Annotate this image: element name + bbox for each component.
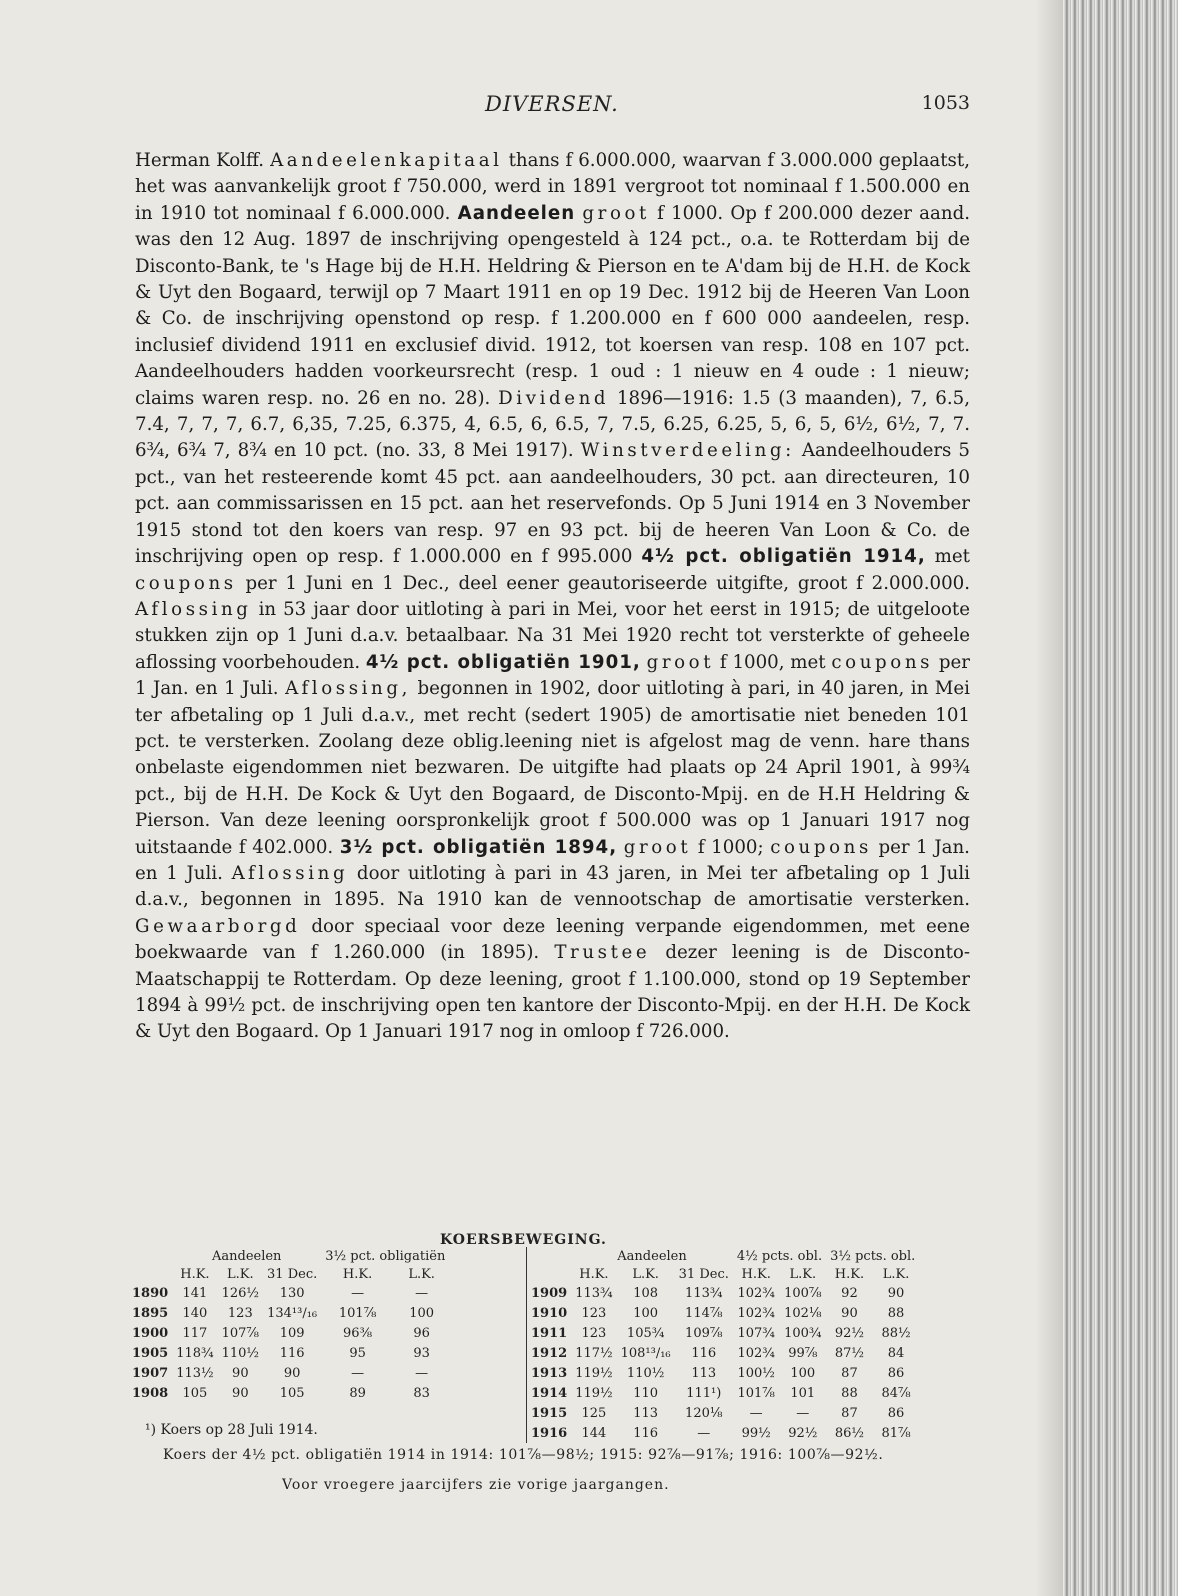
table-cell: 95 — [349, 1345, 366, 1361]
closing-note: Voor vroegere jaarcijfers zie vorige jaargangen. — [282, 1477, 670, 1493]
table-cell: 96⅜ — [343, 1325, 373, 1341]
table-cell: 84⅞ — [881, 1385, 911, 1401]
column-header: L.K. — [632, 1266, 659, 1282]
table-cell: 110 — [633, 1385, 659, 1401]
table-cell: 90 — [232, 1385, 249, 1401]
column-header — [527, 1265, 572, 1283]
column-header: H.K. — [180, 1266, 210, 1282]
table-cell: 102¾ — [737, 1345, 775, 1361]
year-cell: 1907 — [132, 1365, 169, 1381]
text-run: f 1000; — [691, 836, 771, 858]
table-cell: 88 — [841, 1385, 858, 1401]
table-cell: 113¾ — [685, 1285, 723, 1301]
spaced-term-dividend: Dividend — [498, 387, 610, 409]
text-run: met — [925, 546, 970, 568]
spaced-term-groot: groot — [582, 202, 650, 224]
text-run: f 1000, met — [714, 651, 832, 673]
table-cell: 100½ — [737, 1365, 775, 1381]
table-row — [527, 1303, 920, 1323]
table-cell: 92½ — [788, 1425, 818, 1441]
page-number: 1053 — [921, 92, 970, 114]
table-cell: 116 — [279, 1345, 305, 1361]
column-header: H.K. — [342, 1266, 373, 1282]
table-row — [527, 1383, 920, 1403]
table-cell: 90 — [232, 1365, 249, 1381]
table-cell: 102¾ — [737, 1285, 775, 1301]
table-cell: 101 — [790, 1385, 816, 1401]
table-cell: 99½ — [741, 1425, 771, 1441]
text-run: per 1 Jan. en 1 Juli. — [135, 836, 970, 884]
year-cell: 1913 — [531, 1365, 568, 1381]
table-cell: 99⅞ — [788, 1345, 818, 1361]
table-row — [527, 1283, 920, 1303]
table-cell: 144 — [581, 1425, 607, 1441]
koers-table-right — [526, 1247, 919, 1443]
table-cell: 100 — [409, 1305, 435, 1321]
column-header: L.K. — [882, 1266, 910, 1282]
table-cell: 113½ — [176, 1365, 214, 1381]
table-cell: 134¹³/₁₆ — [267, 1305, 318, 1321]
table-cell: — — [415, 1365, 429, 1381]
table-row — [527, 1323, 920, 1343]
table-cell: 119½ — [575, 1365, 613, 1381]
table-row — [128, 1303, 449, 1323]
table-cell: 105 — [182, 1385, 208, 1401]
spaced-term-winstverdeeling: Winstverdeeling: — [580, 440, 795, 462]
table-cell: 105¾ — [626, 1325, 665, 1341]
table-cell: 88½ — [881, 1325, 911, 1341]
table-cell: 102⅛ — [784, 1305, 822, 1321]
year-cell: 1914 — [531, 1385, 568, 1401]
table-cell: 119½ — [575, 1385, 613, 1401]
table-cell: 100¾ — [784, 1325, 822, 1341]
table-cell: 117½ — [575, 1345, 613, 1361]
table-cell: 83 — [413, 1385, 430, 1401]
heading-obligatien-1901: 4½ pct. obligatiën 1901, — [365, 651, 641, 673]
table-cell: — — [749, 1405, 763, 1421]
table-cell: — — [697, 1425, 711, 1441]
text-run: door uitloting à pari in 43 jaren, in Mei ter afbetaling op 1 Juli d.a.v., begonnen in 1895. Na 1910 kan de vennootschap de amortisatie versterken. — [135, 862, 970, 911]
text-run: Aandeelhouders 5 pct., van het resteerende komt 45 pct. aan aandeelhouders, 30 pct. aan directeuren, 10 pct. aan commissarissen en 15 pct. aan het reservefonds. Op 5 Juni 1914 en 3 November 1915 stond tot den koers van resp. 97 en 93 pct. bij de heeren Van Loon & Co. de inschrijving open op resp. f 1.000.000 en f 995.000 — [135, 440, 970, 568]
group-header-aandeelen: Aandeelen — [211, 1248, 282, 1264]
table-cell: 107¾ — [737, 1325, 775, 1341]
table-row — [527, 1423, 920, 1443]
year-cell: 1909 — [531, 1285, 568, 1301]
table-cell: 101⅞ — [338, 1305, 377, 1321]
table-cell: 109⅞ — [685, 1325, 723, 1341]
year-cell: 1912 — [531, 1345, 568, 1361]
table-group-header — [527, 1247, 920, 1265]
table-cell: 123 — [227, 1305, 253, 1321]
spaced-term-groot: groot — [623, 836, 692, 858]
year-cell: 1916 — [531, 1425, 568, 1441]
spaced-term-gewaarborgd: Gewaarborgd — [135, 915, 301, 937]
text-run: in 53 jaar door uitloting à pari in Mei, voor het eerst in 1915; de uitgeloote stukken zijn op 1 Juni d.a.v. betaalbaar. Na 31 Mei 1920 recht tot versterkte of geheele aflossing voorbehouden. — [135, 598, 970, 673]
table-cell: 111¹) — [686, 1385, 722, 1401]
table-cell: 108¹³/₁₆ — [620, 1345, 671, 1361]
table-row — [527, 1403, 920, 1423]
table-cell: 92½ — [834, 1325, 865, 1341]
koers-note: Koers der 4½ pct. obligatiën 1914 in 1914: 101⅞—98½; 1915: 92⅞—91⅞; 1916: 100⅞—92½. — [163, 1447, 884, 1463]
table-cell: 123 — [581, 1325, 607, 1341]
table-cell: 81⅞ — [881, 1425, 911, 1441]
header-cell — [527, 1247, 572, 1265]
text-run — [617, 837, 624, 858]
table-cell: 87 — [841, 1365, 858, 1381]
table-cell: 84 — [887, 1345, 905, 1361]
table-cell: 86½ — [834, 1425, 865, 1441]
table-row — [128, 1363, 449, 1383]
year-cell: 1915 — [531, 1405, 568, 1421]
table-cell: 86 — [887, 1405, 905, 1421]
table-cell: 113 — [633, 1405, 659, 1421]
year-cell: 1900 — [132, 1325, 169, 1341]
spaced-term-coupons: coupons — [770, 836, 872, 858]
table-cell: 86 — [887, 1365, 905, 1381]
spaced-term-aflossing: Aflossing — [135, 598, 252, 620]
table-cell: 93 — [413, 1345, 430, 1361]
year-cell: 1905 — [132, 1345, 169, 1361]
text-run: 1896—1916: 1.5 (3 maanden), 7, 6.5, 7.4, 7, 7, 7, 6.7, 6,35, 7.25, 6.375, 4, 6.5, 6, 6.5, 7, 7.5, 6.25, 6.25, 5, 6, 5, 6½, 6½, 7, 7. 6¾, 6¾ 7, 8¾ en 10 pct. (no. 33, 8 Mei 1917). — [135, 387, 970, 462]
spaced-term-groot: groot — [646, 651, 715, 673]
table-cell: 123 — [581, 1305, 607, 1321]
table-cell: 100 — [790, 1365, 816, 1381]
table-cell: 110½ — [626, 1365, 665, 1381]
column-header: H.K. — [834, 1266, 865, 1282]
table-cell: 120⅛ — [685, 1405, 723, 1421]
table-body — [128, 1283, 449, 1403]
table-cell: 114⅞ — [685, 1305, 723, 1321]
column-header: 31 Dec. — [267, 1266, 318, 1282]
spaced-term-coupons: coupons — [831, 651, 934, 673]
table-column-header — [128, 1265, 449, 1283]
body-text — [135, 148, 970, 1046]
page-edges — [1063, 0, 1178, 1596]
text-run: per 1 Jan. en 1 Juli. — [135, 651, 970, 700]
table-cell: 102¾ — [737, 1305, 775, 1321]
table-cell: 116 — [691, 1345, 717, 1361]
footnote: ¹) Koers op 28 Juli 1914. — [145, 1422, 318, 1438]
spaced-term-coupons: coupons — [135, 572, 237, 594]
table-cell: 92 — [841, 1285, 858, 1301]
table-cell: 87½ — [834, 1345, 865, 1361]
table-cell: 113 — [691, 1365, 717, 1381]
table-cell: 90 — [887, 1285, 905, 1301]
table-cell: 100 — [633, 1305, 659, 1321]
table-cell: 126½ — [221, 1285, 260, 1301]
year-cell: 1910 — [531, 1305, 568, 1321]
table-cell: 105 — [279, 1385, 305, 1401]
column-header: H.K. — [579, 1266, 609, 1282]
spaced-term-aflossing: Aflossing, — [285, 678, 411, 700]
text-run: per 1 Juni en 1 Dec., deel eener geautoriseerde uitgifte, groot f 2.000.000. — [236, 572, 970, 594]
table-cell: — — [796, 1405, 810, 1421]
column-header: L.K. — [408, 1266, 435, 1282]
heading-aandeelen: Aandeelen — [457, 202, 576, 224]
text-run: begonnen in 1902, door uitloting à pari, in 40 jaren, in Mei ter afbetaling op 1 Juli d.a.v., met recht (sedert 1905) de amortisatie niet beneden 101 pct. te versterken. Zoolang deze oblig.leening niet is afgelost mag de venn. hare thans onbelaste eigendommen niet bezwaren. De uitgifte had plaats op 24 April 1901, à 99¾ pct., bij de H.H. De Kock & Uyt den Bogaard, de Disconto-Mpij. en de H.H Heldring & Pierson. Van deze leening oorspronkelijk groot f 500.000 was op 1 Januari 1917 nog uitstaande f 402.000. — [135, 678, 970, 858]
heading-obligatien-1914: 4½ pct. obligatiën 1914, — [641, 546, 926, 568]
table-cell: 96 — [413, 1325, 430, 1341]
spaced-term-trustee: Trustee — [554, 942, 651, 964]
table-cell: 110½ — [221, 1345, 260, 1361]
table-row — [128, 1283, 449, 1303]
group-header-31-obl: 3½ pcts. obl. — [830, 1248, 916, 1264]
column-header — [128, 1265, 172, 1283]
table-cell: 117 — [182, 1325, 208, 1341]
year-cell: 1890 — [132, 1285, 169, 1301]
heading-obligatien-1894: 3½ pct. obligatiën 1894, — [339, 836, 618, 858]
column-header: H.K. — [741, 1266, 771, 1282]
group-header-aandeelen: Aandeelen — [617, 1248, 687, 1264]
table-cell: 116 — [633, 1425, 659, 1441]
table-cell: 140 — [182, 1305, 208, 1321]
table-cell: 130 — [279, 1285, 305, 1301]
table-cell: 87 — [841, 1405, 858, 1421]
table-row — [527, 1363, 920, 1383]
text-run: f 1000. Op f 200.000 dezer aand. was den 12 Aug. 1897 de inschrijving opengesteld à 124 pct., o.a. te Rotterdam bij de Disconto-Bank, te 's Hage bij de H.H. Heldring & Pierson en te A'dam bij de H.H. de Kock & Uyt den Bogaard, terwijl op 7 Maart 1911 en op 19 Dec. 1912 bij de Heeren Van Loon & Co. de inschrijving openstond op resp. f 1.200.000 en f 600 000 aandeelen, resp. inclusief dividend 1911 en exclusief divid. 1912, tot koersen van resp. 108 en 107 pct. Aandeelhouders hadden voorkeursrecht (resp. 1 oud : 1 nieuw en 4 oude : 1 nieuw; claims waren resp. no. 26 en no. 28). — [135, 202, 970, 409]
column-header: 31 Dec. — [678, 1266, 729, 1282]
table-cell: 101⅞ — [737, 1385, 775, 1401]
column-header: L.K. — [789, 1266, 817, 1282]
table-cell: 141 — [182, 1285, 208, 1301]
column-header: L.K. — [227, 1266, 254, 1282]
year-cell: 1895 — [132, 1305, 169, 1321]
table-row — [128, 1383, 449, 1403]
text-run: thans f 6.000.000, waarvan f 3.000.000 geplaatst, het was aanvankelijk groot f 750.000, werd in 1891 vergroot tot nominaal f 1.500.000 en in 1910 tot nominaal f 6.000.000. — [135, 150, 970, 224]
spaced-term-aandeelenkapitaal: Aandeelenkapitaal — [270, 150, 503, 171]
year-cell: 1908 — [132, 1385, 169, 1401]
koers-table-left — [128, 1247, 449, 1403]
company-paragraph — [135, 148, 970, 1046]
koersbeweging-title: KOERSBEWEGING. — [440, 1232, 607, 1248]
table-body — [527, 1283, 920, 1443]
page-header — [135, 92, 970, 122]
table-row — [128, 1323, 449, 1343]
table-column-header — [527, 1265, 920, 1283]
table-cell: 109 — [279, 1325, 305, 1341]
spaced-term-aflossing: Aflossing — [231, 862, 349, 884]
table-cell: 125 — [581, 1405, 607, 1421]
table-cell: 89 — [349, 1385, 366, 1401]
text-run: dezer leening is de Disconto-Maatschappij te Rotterdam. Op deze leening, groot f 1.100.000, stond op 19 September 1894 à 99½ pct. de inschrijving open ten kantore der Disconto-Mpij. en der H.H. De Kock & Uyt den Bogaard. Op 1 Januari 1917 nog in omloop f 726.000. — [135, 942, 970, 1043]
table-cell: 88 — [887, 1305, 905, 1321]
table-cell: 90 — [841, 1305, 858, 1321]
table-cell: 118¾ — [176, 1345, 214, 1361]
table-cell: 113¾ — [575, 1285, 613, 1301]
running-head: DIVERSEN. — [485, 92, 619, 116]
year-cell: 1911 — [531, 1325, 568, 1341]
table-cell: — — [351, 1365, 365, 1381]
text-run: door speciaal voor deze leening verpande eigendommen, met eene boekwaarde van f 1.260.000 (in 1895). — [135, 915, 970, 964]
group-header-41-obl: 4½ pcts. obl. — [736, 1248, 823, 1264]
table-group-header — [128, 1247, 449, 1265]
table-row — [128, 1343, 449, 1363]
group-header-obligatien: 3½ pct. obligatiën — [325, 1248, 446, 1264]
table-cell: 100⅞ — [784, 1285, 822, 1301]
text-run: Herman Kolff. — [135, 150, 271, 171]
table-row — [527, 1343, 920, 1363]
table-cell: 108 — [633, 1285, 659, 1301]
table-cell: — — [351, 1285, 365, 1301]
table-cell: — — [415, 1285, 429, 1301]
table-cell: 90 — [283, 1365, 301, 1381]
header-cell — [128, 1247, 172, 1265]
table-cell: 107⅞ — [221, 1325, 260, 1341]
